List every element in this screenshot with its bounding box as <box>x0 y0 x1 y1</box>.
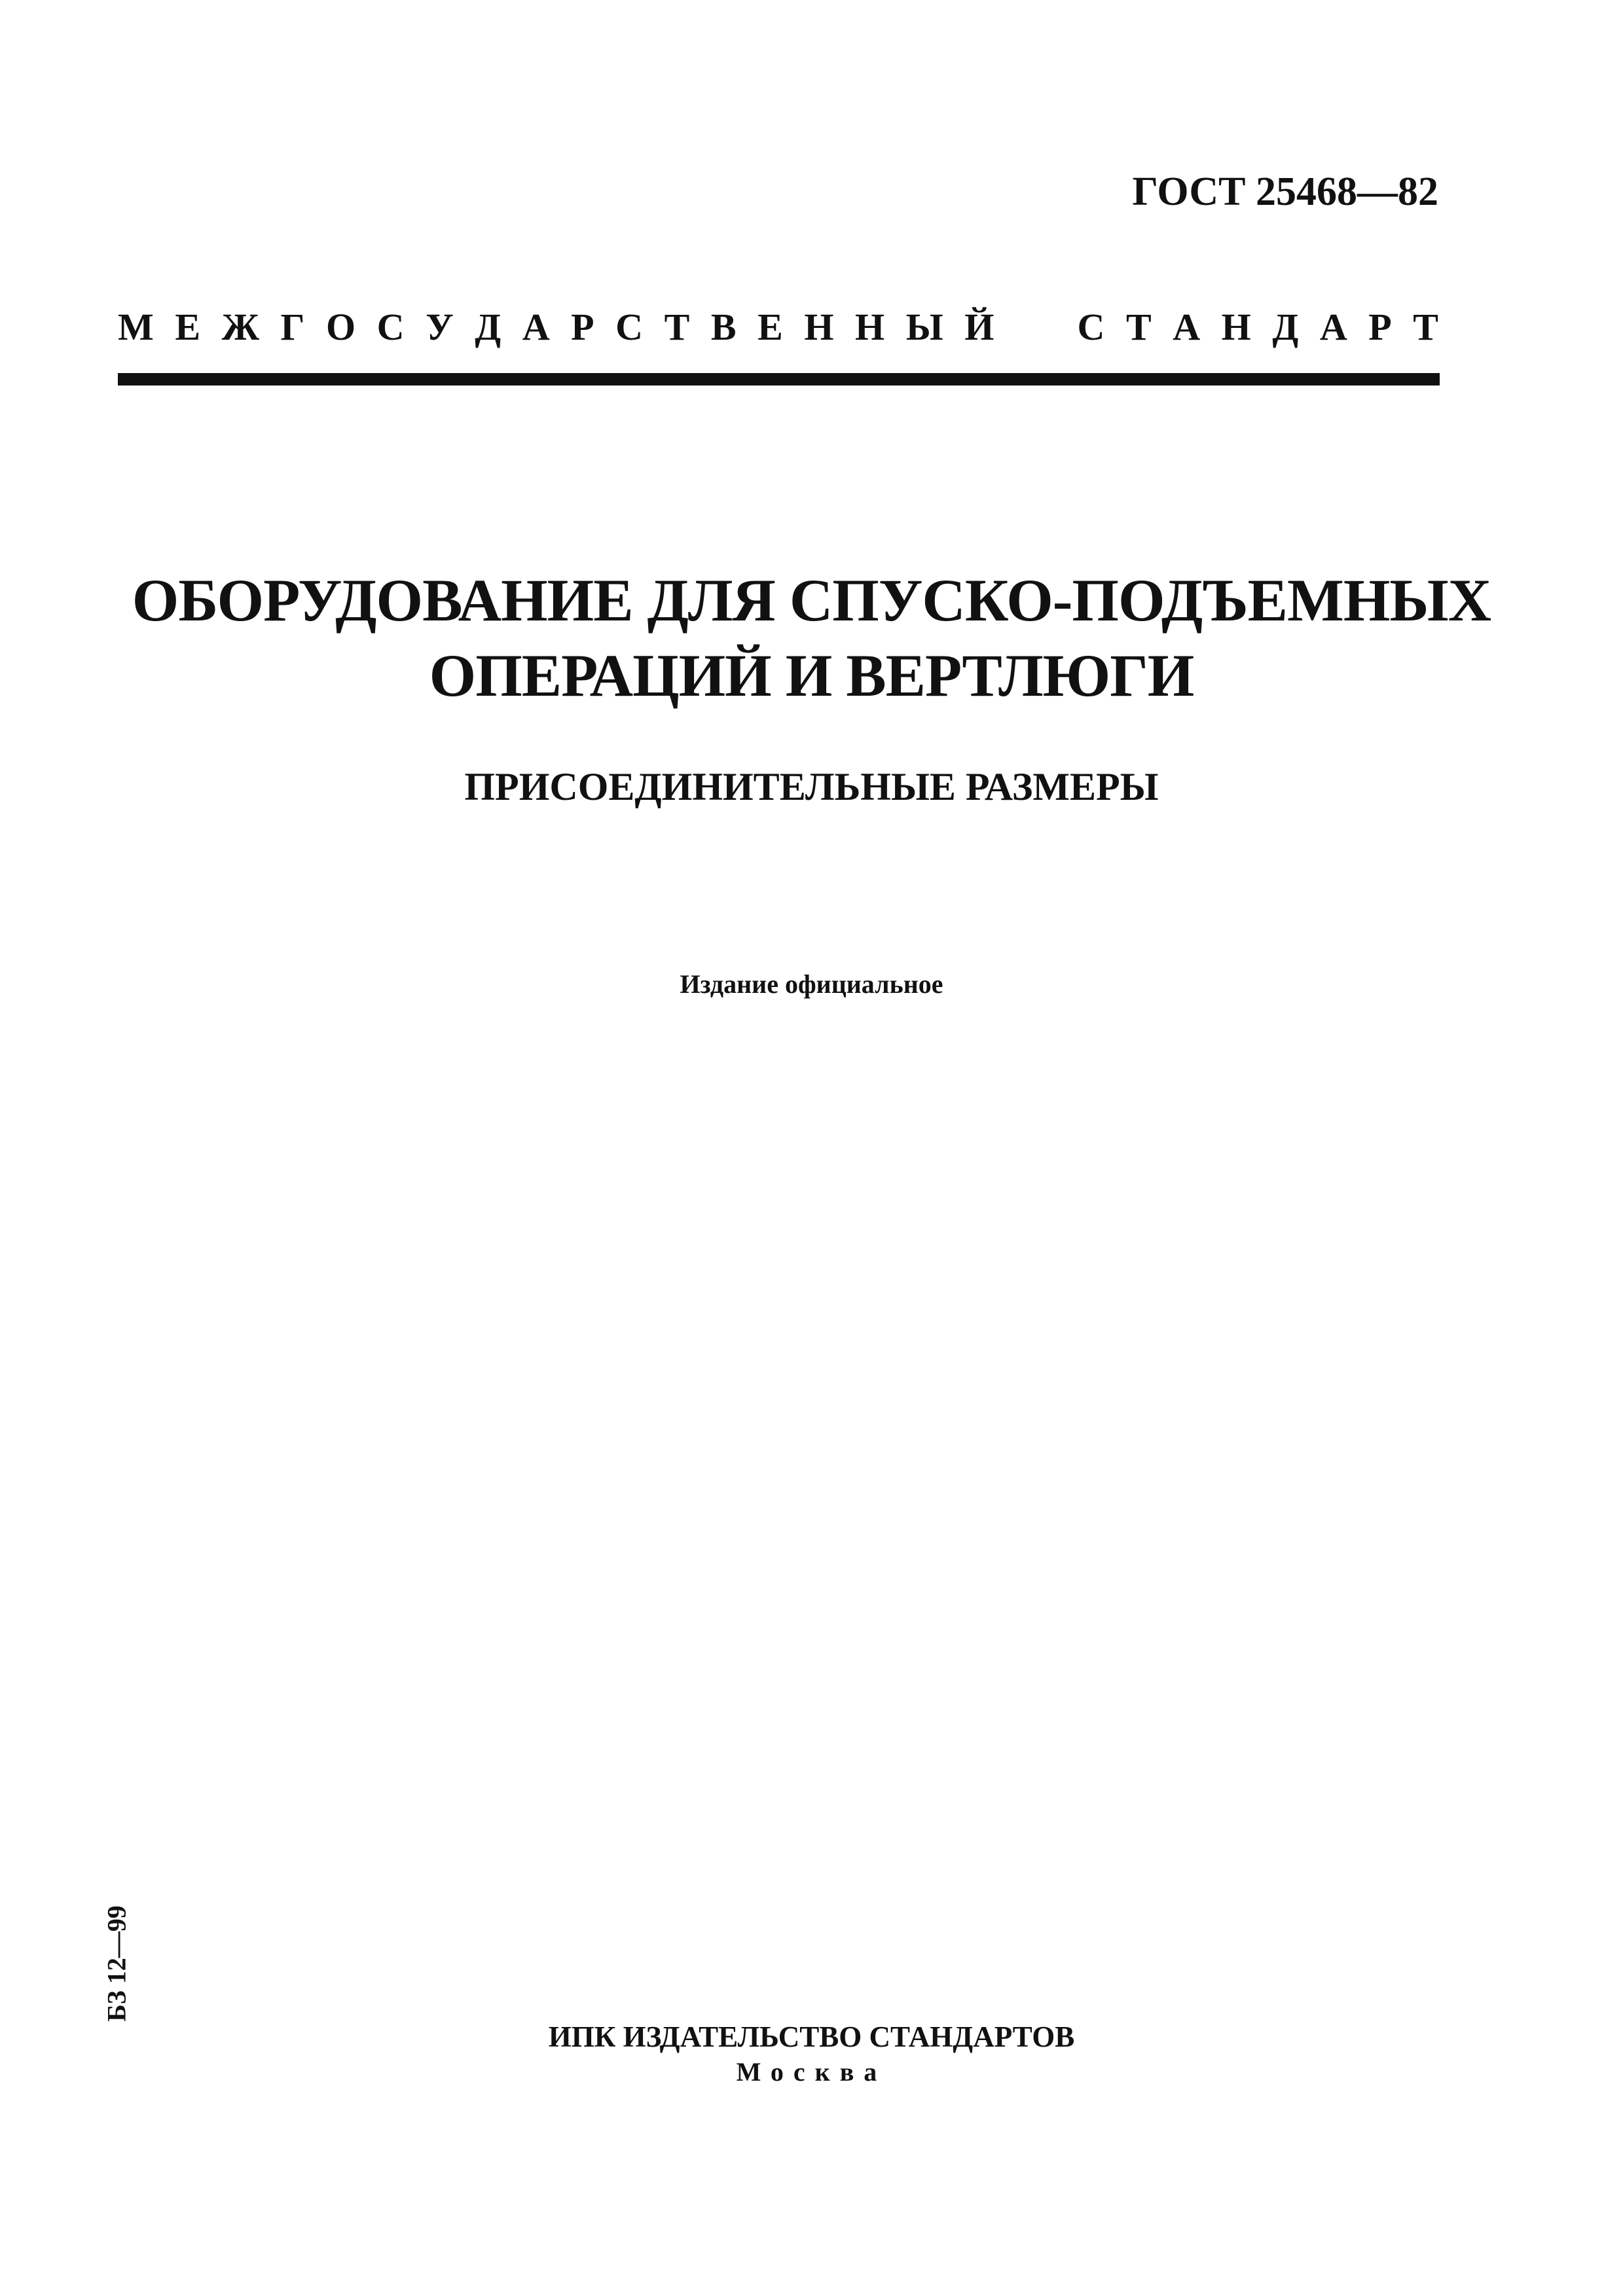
heading-letter: А <box>1319 306 1347 348</box>
heading-letter: Н <box>855 306 885 348</box>
publisher-name: ИПК ИЗДАТЕЛЬСТВО СТАНДАРТОВ <box>548 2020 1075 2053</box>
heading-letter: Р <box>1368 306 1392 348</box>
heading-letter: Н <box>804 306 834 348</box>
heading-letter: Т <box>1413 306 1438 348</box>
publisher-city: Москва <box>736 2057 887 2087</box>
document-title-line-2: ОПЕРАЦИЙ И ВЕРТЛЮГИ <box>429 642 1194 709</box>
heading-letter: Т <box>664 306 690 348</box>
heading-letter: У <box>426 306 454 348</box>
heading-letter: Р <box>571 306 594 348</box>
heading-letter: А <box>522 306 550 348</box>
edition-note: Издание официальное <box>680 969 943 999</box>
heading-letter: Й <box>964 306 994 348</box>
interstate-standard-heading <box>118 305 1438 349</box>
heading-letter: Г <box>280 306 305 348</box>
heading-letter: А <box>1173 306 1201 348</box>
heading-letter: Д <box>475 306 501 348</box>
heading-rule <box>118 373 1440 386</box>
heading-letter: Т <box>1125 306 1152 348</box>
word-gap <box>1015 305 1056 349</box>
heading-letter: С <box>615 306 644 348</box>
heading-letter: О <box>325 306 356 348</box>
heading-letter: М <box>118 306 154 348</box>
heading-letter: Е <box>175 306 200 348</box>
heading-letter: С <box>1077 306 1105 348</box>
heading-letter: Ы <box>905 306 943 348</box>
document-title-line-1: ОБОРУДОВАНИЕ ДЛЯ СПУСКО-ПОДЪЕМНЫХ <box>132 567 1491 634</box>
heading-letter: Н <box>1221 306 1251 348</box>
side-code: БЗ 12—99 <box>101 1905 132 2022</box>
heading-letter: С <box>376 306 405 348</box>
document-subtitle: ПРИСОЕДИНИТЕЛЬНЫЕ РАЗМЕРЫ <box>464 765 1159 808</box>
document-title <box>0 563 1623 713</box>
gost-number: ГОСТ 25468—82 <box>1132 170 1438 214</box>
heading-letter: Ж <box>221 306 259 348</box>
heading-letter: Д <box>1272 306 1299 348</box>
heading-letter: Е <box>757 306 783 348</box>
heading-letter: В <box>710 306 737 348</box>
